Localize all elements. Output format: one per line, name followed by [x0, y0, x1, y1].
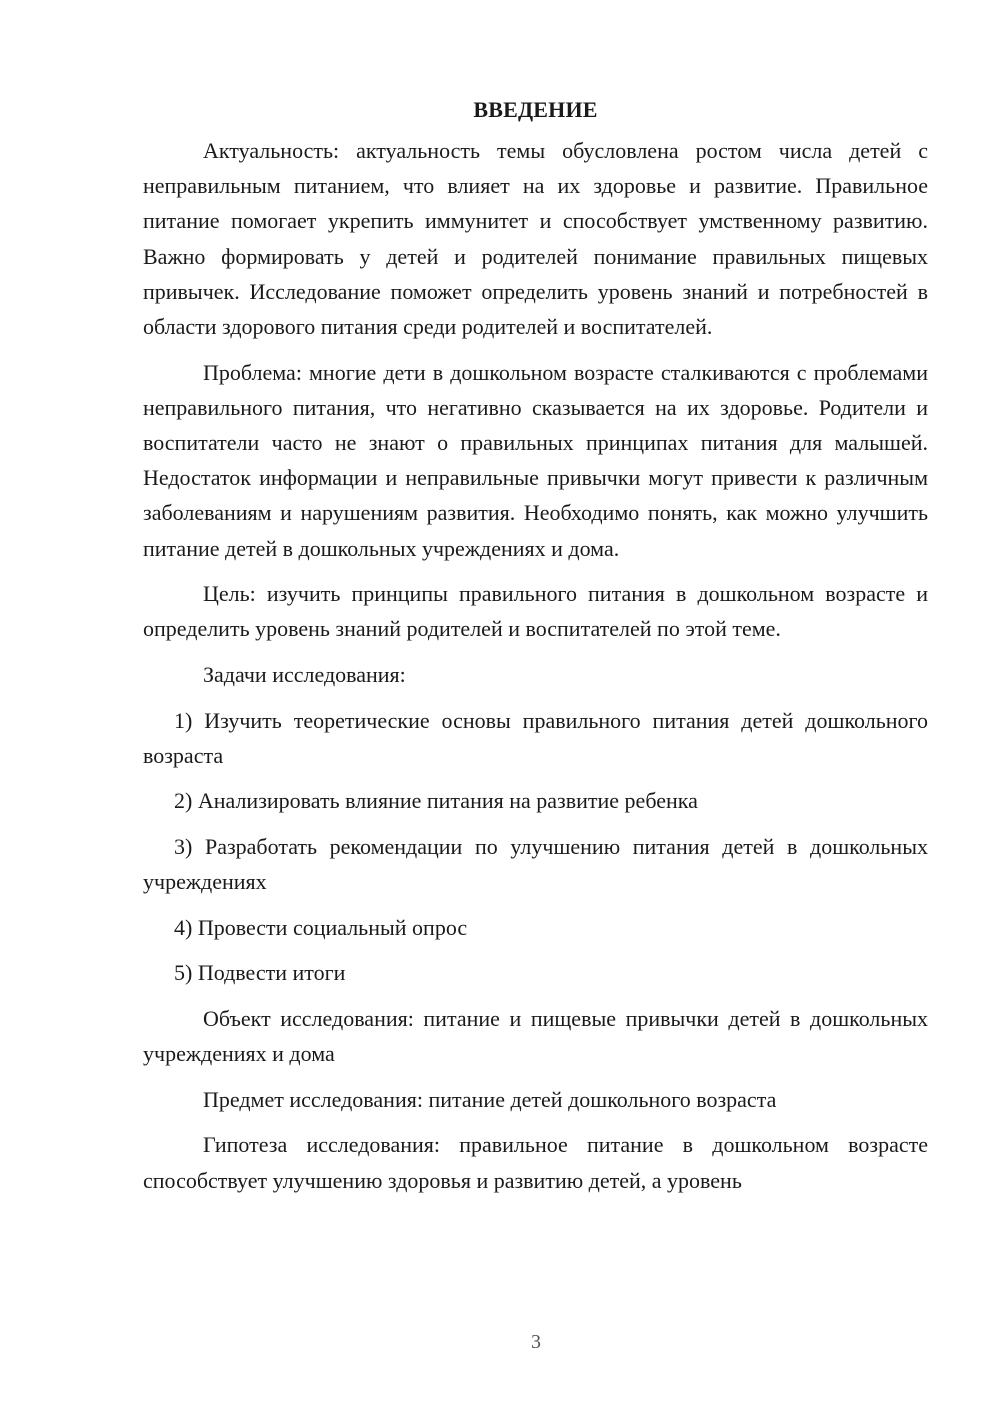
- task-item: 3) Разработать рекомендации по улучшению питания детей в дошкольных учреждениях: [143, 834, 928, 895]
- section-title: ВВЕДЕНИЕ: [473, 97, 598, 122]
- tasks-list: [143, 703, 928, 991]
- tasks-heading: Задачи исследования:: [203, 662, 406, 688]
- page-body: [143, 92, 928, 1208]
- paragraph-subject: Предмет исследования: питание детей дошкольного возраста: [203, 1086, 777, 1112]
- task-item: 1) Изучить теоретические основы правильного питания детей дошкольного возраста: [143, 707, 928, 768]
- paragraph-problem: Проблема: многие дети в дошкольном возрасте сталкиваются с проблемами неправильного питания, что негативно сказывается на их здоровье. Родители и воспитатели часто не знают о правильных принципах питания для малышей. Недостаток информации и неправильные привычки могут привести к различным заболеваниям и нарушениям развития. Необходимо понять, как можно улучшить питание детей в дошкольных учреждениях и дома.: [143, 359, 928, 561]
- task-item: 4) Провести социальный опрос: [174, 914, 468, 940]
- task-item: 5) Подвести итоги: [174, 960, 346, 986]
- paragraph-hypothesis: Гипотеза исследования: правильное питание в дошкольном возрасте способствует улучшению здоровья и развитию детей, а уровень: [143, 1132, 928, 1193]
- task-item: 2) Анализировать влияние питания на развитие ребенка: [174, 788, 698, 814]
- paragraph-object: Объект исследования: питание и пищевые привычки детей в дошкольных учреждениях и дома: [143, 1005, 928, 1067]
- paragraph-relevance: Актуальность: актуальность темы обусловлена ростом числа детей с неправильным питанием, что влияет на их здоровье и развитие. Правильное питание помогает укрепить иммунитет и способствует умственному развитию. Важно формировать у детей и родителей понимание правильных пищевых привычек. Исследование поможет определить уровень знаний и потребностей в области здорового питания среди родителей и воспитателей.: [143, 138, 928, 340]
- page-number: 3: [531, 1331, 541, 1353]
- paragraph-goal: Цель: изучить принципы правильного питания в дошкольном возрасте и определить уровень знаний родителей и воспитателей по этой теме.: [143, 581, 928, 642]
